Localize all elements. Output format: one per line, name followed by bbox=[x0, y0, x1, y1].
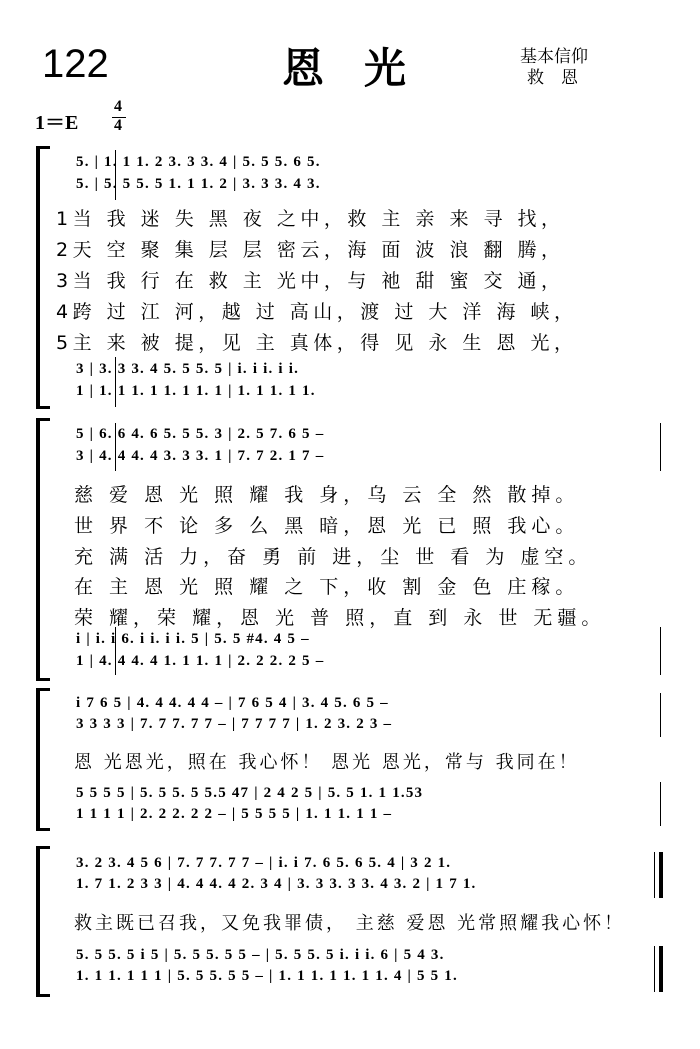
system-4-bracket bbox=[36, 848, 40, 996]
system-2-lyric-4: 在 主 恩 光 照 耀 之 下，收 割 金 色 庄稼。 bbox=[74, 576, 580, 598]
stanza-2-lyric: 2天 空 聚 集 层 层 密云，海 面 波 浪 翻 腾， bbox=[56, 239, 565, 261]
system-4-final-barline-thick-lower bbox=[659, 946, 663, 992]
system-2-bracket-top bbox=[36, 418, 50, 421]
stanza-4-lyric: 4跨 过 江 河，越 过 高山，渡 过 大 洋 海 峡， bbox=[56, 301, 578, 323]
system-4-bracket-bottom bbox=[36, 994, 50, 997]
system-2-end-barline-lower bbox=[660, 627, 661, 675]
stanza-5-lyric: 5主 来 被 提，见 主 真体，得 见 永 生 恩 光， bbox=[56, 332, 578, 354]
system-1-soprano: 5. | 1. 1 1. 2 3. 3 3. 4 | 5. 5 5. 6 5. bbox=[76, 154, 321, 170]
system-1-bass: 1 | 1. 1 1. 1 1. 1 1. 1 | 1. 1 1. 1 1. bbox=[76, 383, 316, 399]
system-1-bracket bbox=[36, 148, 40, 408]
system-3-bass: 1 1 1 1 | 2. 2 2. 2 2 – | 5 5 5 5 | 1. 1 1. 1 1 – bbox=[76, 806, 393, 822]
system-1-bracket-bottom bbox=[36, 406, 50, 409]
time-signature-bottom: 4 bbox=[114, 117, 122, 134]
system-2-bracket-bottom bbox=[36, 678, 50, 681]
hymn-number: 122 bbox=[42, 42, 109, 86]
system-2-alto: 3 | 4. 4 4. 4 3. 3 3. 1 | 7. 7 2. 1 7 – bbox=[76, 448, 325, 464]
hymn-title: 恩光 bbox=[282, 44, 447, 93]
system-2-end-barline-upper bbox=[660, 423, 661, 471]
stanza-1-lyric: 1当 我 迷 失 黑 夜 之中，救 主 亲 来 寻 找， bbox=[56, 208, 565, 230]
key-signature: 1＝E bbox=[35, 112, 79, 134]
system-2-bass: 1 | 4. 4 4. 4 1. 1 1. 1 | 2. 2 2. 2 5 – bbox=[76, 653, 325, 669]
system-2-bracket bbox=[36, 420, 40, 680]
system-4-lyric: 救主既已召我，又免我罪债， 主慈 爱恩 光常照耀我心怀！ bbox=[74, 913, 626, 934]
system-4-bass: 1. 1 1. 1 1 1 | 5. 5 5. 5 5 – | 1. 1 1. 1 1. 1 1. 4 | 5 5 1. bbox=[76, 968, 458, 984]
system-3-bracket-bottom bbox=[36, 828, 50, 831]
system-4-soprano: 3. 2 3. 4 5 6 | 7. 7 7. 7 7 – | i. i 7. 6 5. 6 5. 4 | 3 2 1. bbox=[76, 855, 452, 871]
system-2-soprano: 5 | 6. 6 4. 6 5. 5 5. 3 | 2. 5 7. 6 5 – bbox=[76, 426, 325, 442]
system-1-bracket-top bbox=[36, 146, 50, 149]
system-4-bracket-top bbox=[36, 846, 50, 849]
system-2-lyric-2: 世 界 不 论 多 么 黑 暗，恩 光 已 照 我心。 bbox=[74, 515, 580, 537]
system-1-tenor: 3 | 3. 3 3. 4 5. 5 5. 5 | i. i i. i i. bbox=[76, 361, 300, 377]
system-3-lyric: 恩 光恩光，照在 我心怀！ 恩光 恩光，常与 我同在！ bbox=[74, 752, 580, 773]
system-4-final-barline-thick-upper bbox=[659, 852, 663, 898]
system-2-tenor: i | i. i 6. i i. i i. 5 | 5. 5 #4. 4 5 – bbox=[76, 631, 310, 647]
system-3-bracket-top bbox=[36, 688, 50, 691]
system-4-tenor: 5. 5 5. 5 i 5 | 5. 5 5. 5 5 – | 5. 5 5. 5 i. i i. 6 | 5 4 3. bbox=[76, 947, 445, 963]
stanza-3-lyric: 3当 我 行 在 救 主 光中，与 祂 甜 蜜 交 通， bbox=[56, 270, 565, 292]
system-2-lyric-5: 荣 耀，荣 耀，恩 光 普 照，直 到 永 世 无疆。 bbox=[74, 607, 606, 629]
system-2-lyric-1: 慈 爱 恩 光 照 耀 我 身，乌 云 全 然 散掉。 bbox=[74, 484, 580, 506]
system-3-end-barline-lower bbox=[660, 782, 661, 826]
system-3-bracket bbox=[36, 690, 40, 830]
system-4-final-barline-thin-lower bbox=[654, 946, 655, 992]
category-secondary: 救 恩 bbox=[527, 68, 578, 88]
system-1-alto: 5. | 5. 5 5. 5 1. 1 1. 2 | 3. 3 3. 4 3. bbox=[76, 176, 321, 192]
system-3-tenor: 5 5 5 5 | 5. 5 5. 5 5.5 47 | 2 4 2 5 | 5. 5 1. 1 1.53 bbox=[76, 785, 424, 801]
system-3-end-barline-upper bbox=[660, 693, 661, 737]
time-signature-top: 4 bbox=[114, 98, 122, 115]
category-primary: 基本信仰 bbox=[520, 47, 588, 67]
system-2-lyric-3: 充 满 活 力，奋 勇 前 进，尘 世 看 为 虚空。 bbox=[74, 546, 593, 568]
system-3-alto: 3 3 3 3 | 7. 7 7. 7 7 – | 7 7 7 7 | 1. 2 3. 2 3 – bbox=[76, 716, 393, 732]
system-3-soprano: i 7 6 5 | 4. 4 4. 4 4 – | 7 6 5 4 | 3. 4 5. 6 5 – bbox=[76, 695, 389, 711]
system-4-final-barline-thin-upper bbox=[654, 852, 655, 898]
system-4-alto: 1. 7 1. 2 3 3 | 4. 4 4. 4 2. 3 4 | 3. 3 3. 3 3. 4 3. 2 | 1 7 1. bbox=[76, 876, 477, 892]
